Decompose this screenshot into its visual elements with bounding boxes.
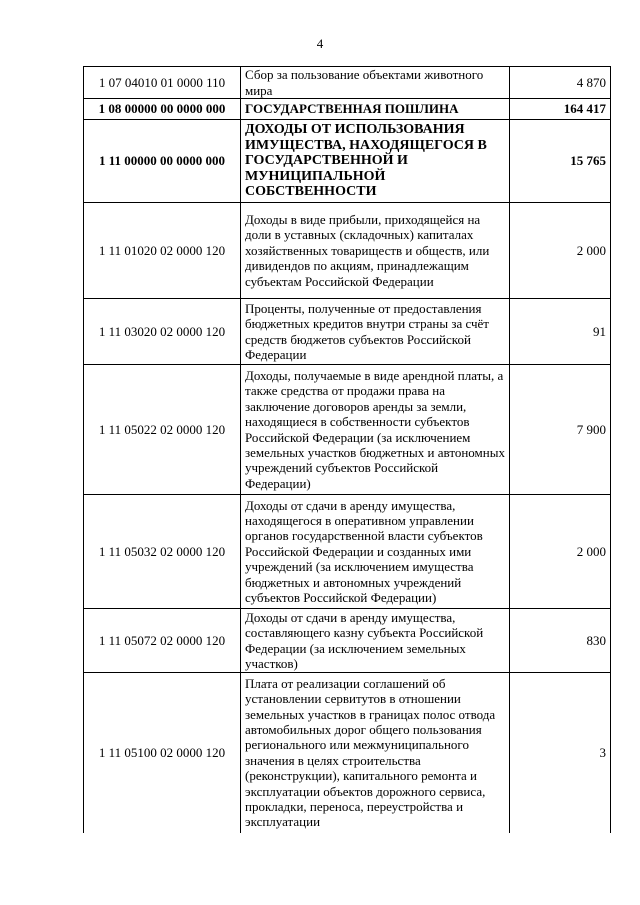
row-amount: 164 417: [510, 99, 611, 120]
row-description: Проценты, полученные от предоставления бюджетных кредитов внутри страны за счёт средств бюджетов субъектов Российской Федерации: [241, 299, 510, 365]
row-amount: 2 000: [510, 203, 611, 299]
table-row: [84, 609, 611, 673]
row-code: 1 11 01020 02 0000 120: [84, 203, 241, 299]
page-number: 4: [316, 36, 324, 51]
row-amount: 15 765: [510, 120, 611, 203]
table-row: [84, 99, 611, 120]
row-amount: 3: [510, 673, 611, 833]
row-description: Плата от реализации соглашений об установлении сервитутов в отношении земельных участков в границах полос отвода автомобильных дорог общего пользования регионального или межмуниципального значения в целях строительства (реконструкции), капитального ремонта и эксплуатации объектов дорожного сервиса, прокладки, переноса, переустройства и эксплуатации: [241, 673, 510, 833]
table-row: [84, 203, 611, 299]
row-code: 1 08 00000 00 0000 000: [84, 99, 241, 120]
table-row: [84, 673, 611, 833]
row-amount: 7 900: [510, 365, 611, 495]
table-row: [84, 495, 611, 609]
row-code: 1 11 05100 02 0000 120: [84, 673, 241, 833]
row-description: ДОХОДЫ ОТ ИСПОЛЬЗОВАНИЯ ИМУЩЕСТВА, НАХОДЯЩЕГОСЯ В ГОСУДАРСТВЕННОЙ И МУНИЦИПАЛЬНОЙ СОБСТВЕННОСТИ: [241, 120, 510, 203]
row-code: 1 11 03020 02 0000 120: [84, 299, 241, 365]
table-row: [84, 365, 611, 495]
row-code: 1 11 05022 02 0000 120: [84, 365, 241, 495]
row-code: 1 11 00000 00 0000 000: [84, 120, 241, 203]
row-description: Сбор за пользование объектами животного мира: [241, 67, 510, 99]
table-row: [84, 120, 611, 203]
row-code: 1 11 05072 02 0000 120: [84, 609, 241, 673]
row-description: ГОСУДАРСТВЕННАЯ ПОШЛИНА: [241, 99, 510, 120]
row-code: 1 07 04010 01 0000 110: [84, 67, 241, 99]
row-description: Доходы от сдачи в аренду имущества, составляющего казну субъекта Российской Федерации (за исключением земельных участков): [241, 609, 510, 673]
row-code: 1 11 05032 02 0000 120: [84, 495, 241, 609]
row-amount: 830: [510, 609, 611, 673]
row-amount: 2 000: [510, 495, 611, 609]
revenue-table: [83, 66, 611, 833]
row-description: Доходы, получаемые в виде арендной платы, а также средства от продажи права на заключение договоров аренды за земли, находящиеся в собственности субъектов Российской Федерации (за исключением земельных участков бюджетных и автономных учреждений субъектов Российской Федерации): [241, 365, 510, 495]
table-row: [84, 67, 611, 99]
row-description: Доходы от сдачи в аренду имущества, находящегося в оперативном управлении органов государственной власти субъектов Российской Федерации и созданных ими учреждений (за исключением имущества бюджетных и автономных учреждений субъектов Российской Федерации): [241, 495, 510, 609]
row-amount: 4 870: [510, 67, 611, 99]
row-description: Доходы в виде прибыли, приходящейся на доли в уставных (складочных) капиталах хозяйственных товариществ и обществ, или дивидендов по акциям, принадлежащим субъектам Российской Федерации: [241, 203, 510, 299]
row-amount: 91: [510, 299, 611, 365]
table-row: [84, 299, 611, 365]
